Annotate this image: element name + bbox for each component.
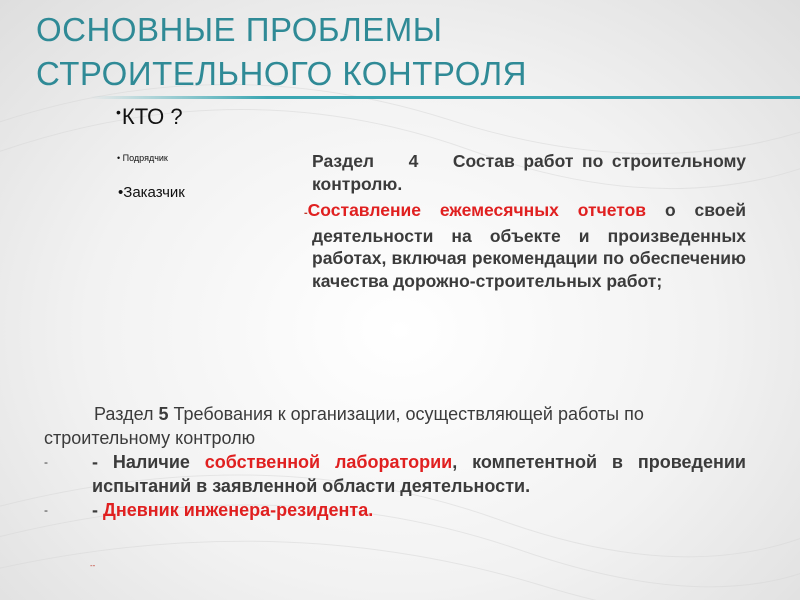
- slide-title: [36, 8, 776, 96]
- section-4-label: Раздел: [312, 151, 375, 171]
- section-5-label: Раздел: [94, 404, 154, 424]
- who-label: КТО ?: [121, 104, 183, 129]
- bullet-dot-icon: •: [117, 153, 123, 163]
- section-4-body: [304, 199, 746, 292]
- section-4-rest-text: о своей деятельности на объекте и произведенных работах, включая рекомендации по обеспечению качества дорожно-строительных работ;: [312, 200, 746, 291]
- section-4-red-text: Составление ежемесячных отчетов: [307, 200, 647, 220]
- title-line-2: СТРОИТЕЛЬНОГО КОНТРОЛЯ: [36, 55, 527, 92]
- section-5-heading: [44, 402, 746, 450]
- customer-label: Заказчик: [123, 184, 185, 201]
- customer-item: [118, 184, 185, 201]
- section-5-block: [44, 402, 746, 522]
- item-1-rest: , компетентной в проведении испытаний в заявленной области деятельности.: [92, 452, 746, 496]
- item-2-red-text: Дневник инженера-резидента.: [103, 500, 374, 520]
- contractor-item: [117, 153, 168, 163]
- contractor-label: Подрядчик: [122, 153, 168, 163]
- item-1-prefix: - Наличие: [92, 452, 205, 472]
- title-underline: [90, 96, 800, 99]
- bullet-dot-icon: •: [116, 104, 121, 120]
- section-4-dash: -: [304, 207, 308, 219]
- section-5-title: Требования к организации, осуществляющей работы по строительному контролю: [44, 404, 644, 448]
- section-5-item-2: [44, 498, 746, 522]
- section-4-number: 4: [408, 151, 419, 171]
- section-4-block: [304, 150, 746, 292]
- section-5-item-1: [44, 450, 746, 498]
- trailing-dashes: --: [90, 561, 96, 570]
- item-1-red-text: собственной лаборатории: [204, 452, 453, 472]
- bullet-dot-icon: •: [118, 184, 124, 201]
- section-4-heading: [312, 150, 746, 195]
- item-2-prefix: -: [92, 500, 103, 520]
- title-line-1: ОСНОВНЫЕ ПРОБЛЕМЫ: [36, 11, 443, 48]
- section-5-number: 5: [158, 404, 169, 424]
- list-marker: -: [44, 503, 48, 517]
- list-marker: -: [44, 455, 48, 469]
- who-question: [116, 104, 183, 130]
- section-4-title: Состав работ по строительному контролю.: [312, 151, 746, 194]
